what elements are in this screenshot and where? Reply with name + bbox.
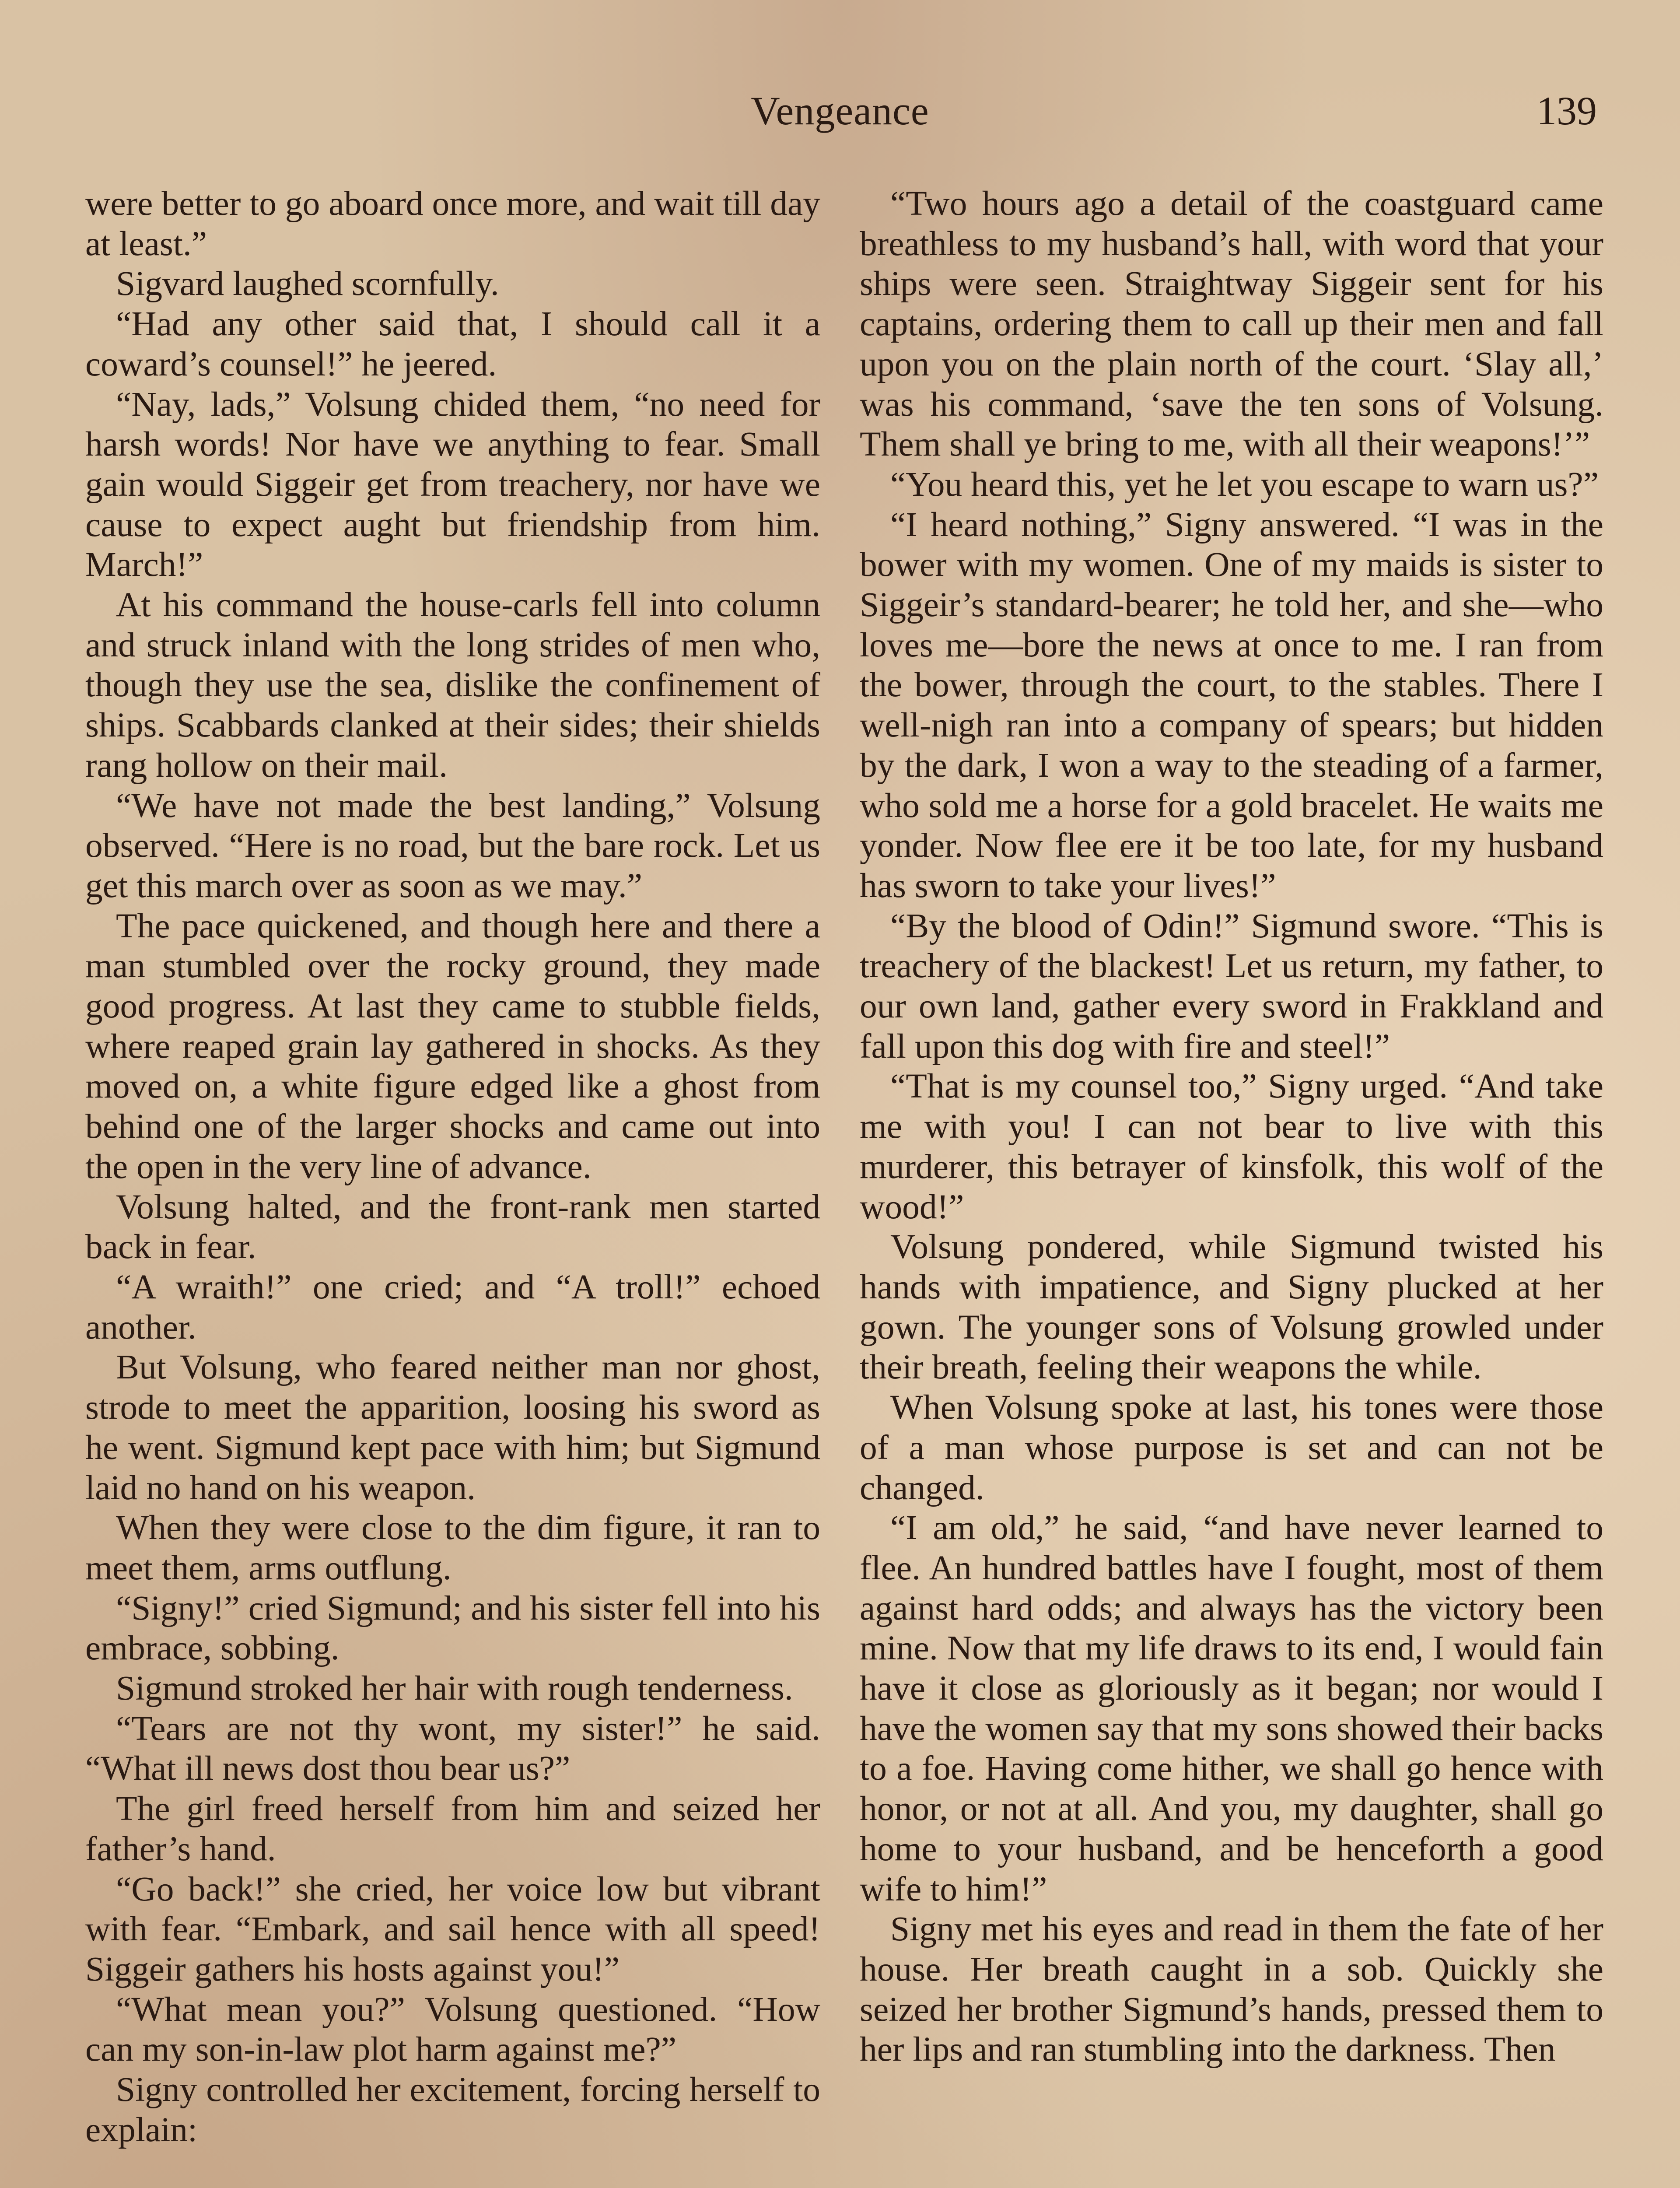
right-column	[860, 184, 1603, 2188]
paragraph: “What mean you?” Volsung questioned. “How can my son-in-law plot harm against me?”	[85, 1990, 820, 2069]
paragraph: Volsung pondered, while Sigmund twisted his hands with impatience, and Signy plucked at her gown. The younger sons of Volsung growled under their breath, feeling their weapons the while.	[860, 1227, 1603, 1387]
paragraph: Sigmund stroked her hair with rough tenderness.	[116, 1669, 793, 1708]
running-head: Vengeance	[751, 88, 929, 133]
paragraph: “Go back!” she cried, her voice low but vibrant with fear. “Embark, and sail hence with all speed! Siggeir gathers his hosts against you!”	[85, 1869, 820, 1988]
paragraph: “You heard this, yet he let you escape to warn us?”	[890, 465, 1599, 504]
paragraph: “Signy!” cried Sigmund; and his sister fell into his embrace, sobbing.	[85, 1588, 820, 1668]
paragraph: At his command the house-carls fell into column and struck inland with the long strides of men who, though they use the sea, dislike the confinement of ships. Scabbards clanked at their sides; their shields rang hollow on their mail.	[85, 586, 820, 785]
paragraph: Signy controlled her excitement, forcing herself to explain:	[85, 2070, 820, 2149]
paragraph: “We have not made the best landing,” Volsung observed. “Here is no road, but the bare rock. Let us get this march over as soon as we may.”	[85, 786, 820, 905]
paragraph: “I am old,” he said, “and have never learned to flee. An hundred battles have I fought, most of them against hard odds; and always has the victory been mine. Now that my life draws to its end, I would fain have it close as gloriously as it began; nor would I have the women say that my sons showed their backs to a foe. Having come hither, we shall go hence with honor, or not at all. And you, my daughter, shall go home to your husband, and be henceforth a good wife to him!”	[860, 1508, 1603, 1908]
paragraph: The pace quickened, and though here and there a man stumbled over the rocky ground, they made good progress. At last they came to stubble fields, where reaped grain lay gathered in shocks. As they moved on, a white figure edged like a ghost from behind one of the larger shocks and came out into the open in the very line of advance.	[85, 906, 820, 1186]
paragraph: Volsung halted, and the front-rank men started back in fear.	[85, 1187, 820, 1266]
left-column	[85, 184, 820, 2188]
paragraph: “I heard nothing,” Signy answered. “I was in the bower with my women. One of my maids is sister to Siggeir’s standard-bearer; he told her, and she—who loves me—bore the news at once to me. I ran from the bower, through the court, to the stables. There I well-nigh ran into a company of spears; but hidden by the dark, I won a way to the steading of a farmer, who sold me a horse for a gold bracelet. He waits me yonder. Now flee ere it be too late, for my husband has sworn to take your lives!”	[860, 505, 1603, 905]
paragraph: “By the blood of Odin!” Sigmund swore. “This is treachery of the blackest! Let us return, my father, to our own land, gather every sword in Frakkland and fall upon this dog with fire and steel!”	[860, 906, 1603, 1066]
paragraph: Signy met his eyes and read in them the fate of her house. Her breath caught in a sob. Quickly she seized her brother Sigmund’s hands, pressed them to her lips and ran stumbling into the darkness. Then	[860, 1910, 1603, 2069]
paragraph: “Two hours ago a detail of the coastguard came breathless to my husband’s hall, with word that your ships were seen. Straightway Siggeir sent for his captains, ordering them to call up their men and fall upon you on the plain north of the court. ‘Slay all,’ was his command, ‘save the ten sons of Volsung. Them shall ye bring to me, with all their weapons!’”	[860, 184, 1603, 464]
paragraph: But Volsung, who feared neither man nor ghost, strode to meet the apparition, loosing his sword as he went. Sigmund kept pace with him; but Sigmund laid no hand on his weapon.	[85, 1348, 820, 1507]
paragraph: “A wraith!” one cried; and “A troll!” echoed another.	[85, 1267, 820, 1346]
paragraph: The girl freed herself from him and seized her father’s hand.	[85, 1789, 820, 1868]
paragraph: “Tears are not thy wont, my sister!” he said. “What ill news dost thou bear us?”	[85, 1709, 820, 1788]
paragraph: When they were close to the dim figure, it ran to meet them, arms outflung.	[85, 1508, 820, 1587]
paragraph: “That is my counsel too,” Signy urged. “And take me with you! I can not bear to live with this murderer, this betrayer of kinsfolk, this wolf of the wood!”	[860, 1067, 1603, 1226]
paragraph: were better to go aboard once more, and wait till day at least.”	[85, 184, 820, 263]
page-header	[83, 88, 1597, 149]
page-number: 139	[1536, 88, 1597, 133]
paragraph: “Nay, lads,” Volsung chided them, “no need for harsh words! Nor have we anything to fear. Small gain would Siggeir get from treachery, nor have we cause to expect aught but friendship from him. March!”	[85, 385, 820, 584]
paragraph: “Had any other said that, I should call it a coward’s counsel!” he jeered.	[85, 305, 820, 383]
paragraph: Sigvard laughed scornfully.	[116, 264, 499, 303]
paragraph: When Volsung spoke at last, his tones were those of a man whose purpose is set and can not be changed.	[860, 1388, 1603, 1507]
